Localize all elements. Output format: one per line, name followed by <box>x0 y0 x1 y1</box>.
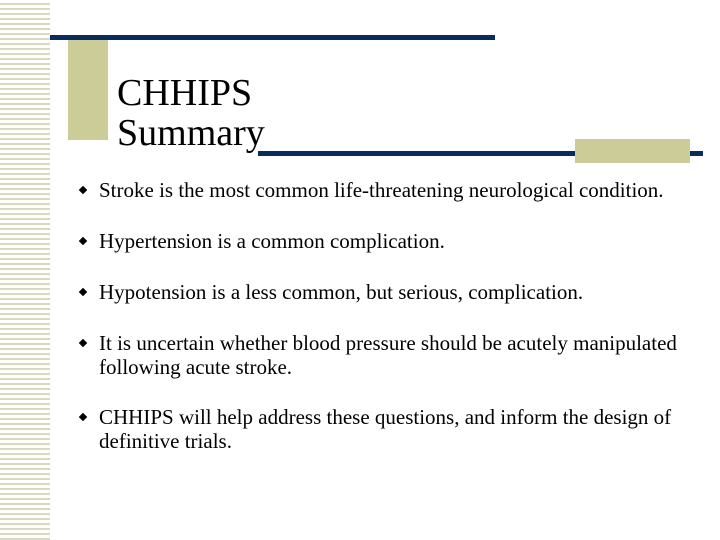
slide-title <box>117 73 265 153</box>
bullet-text: CHHIPS will help address these questions, and inform the design of definitive trials. <box>99 405 672 453</box>
bullet-item <box>78 280 678 304</box>
diamond-bullet-icon <box>79 339 87 347</box>
bullet-item <box>78 331 678 379</box>
bullet-text: Stroke is the most common life-threatening neurological condition. <box>99 178 664 202</box>
title-accent-block <box>68 40 108 140</box>
bullet-item <box>78 178 678 202</box>
bullet-text: Hypotension is a less common, but serious, complication. <box>99 280 584 304</box>
slide-title-line-1: CHHIPS <box>117 72 253 115</box>
diamond-bullet-icon <box>79 186 87 194</box>
accent-box <box>575 139 690 163</box>
bullet-list <box>78 178 678 453</box>
bullet-item <box>78 405 678 453</box>
bullet-text: It is uncertain whether blood pressure should be acutely manipulated following acute stroke. <box>99 331 677 379</box>
striped-side-band <box>0 0 50 540</box>
diamond-bullet-icon <box>79 288 87 296</box>
diamond-bullet-icon <box>79 237 87 245</box>
title-top-rule <box>50 35 495 40</box>
slide-title-line-2: Summary <box>117 112 265 155</box>
bullet-text: Hypertension is a common complication. <box>99 229 445 253</box>
diamond-bullet-icon <box>79 413 87 421</box>
bullet-item <box>78 229 678 253</box>
